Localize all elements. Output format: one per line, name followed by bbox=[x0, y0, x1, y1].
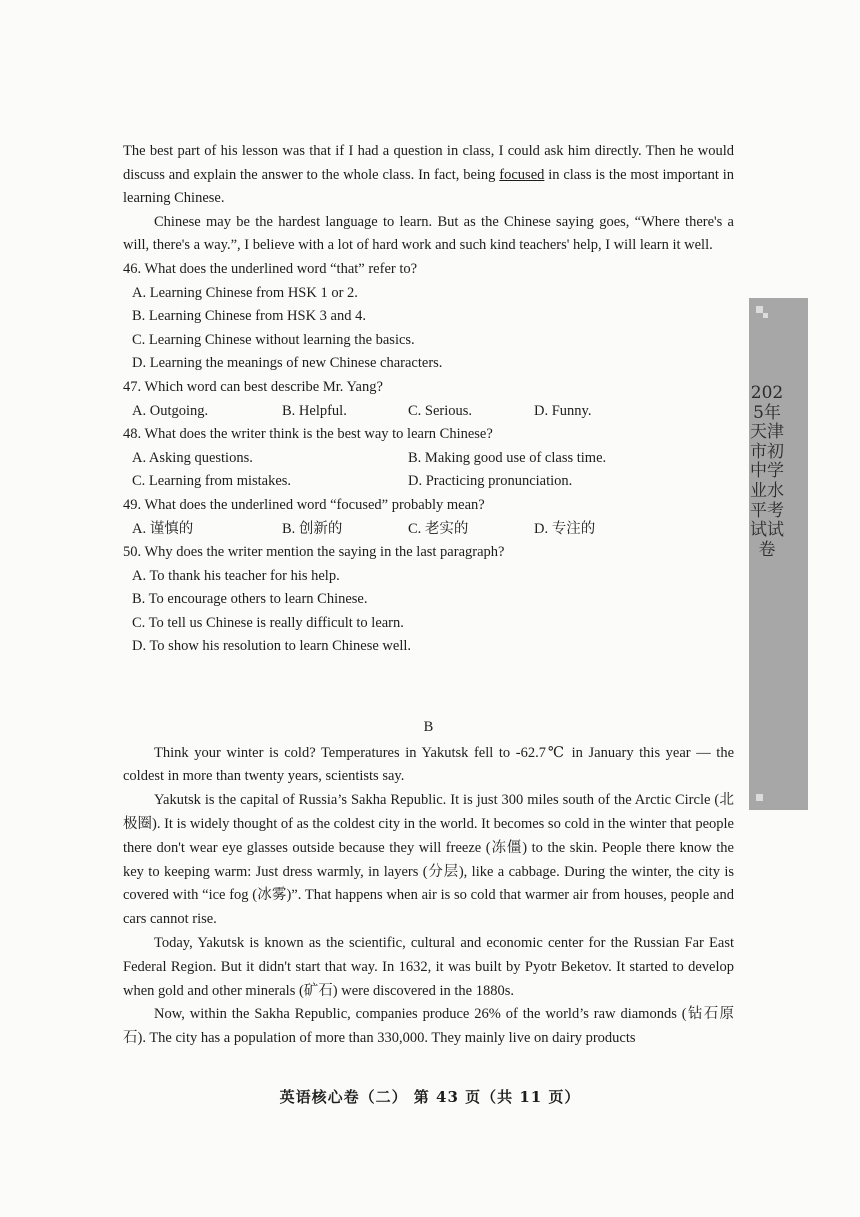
answer-option: D. Funny. bbox=[534, 402, 592, 419]
answer-option-row bbox=[123, 447, 734, 471]
answer-option: D. Practicing pronunciation. bbox=[408, 473, 573, 490]
answer-option: A. Outgoing. bbox=[132, 402, 209, 419]
passage-b-paragraph: Now, within the Sakha Republic, companies produce 26% of the world’s raw diamonds (钻石原石). The city has a population of more than 330,000. They mainly live on dairy products bbox=[123, 1006, 734, 1047]
answer-option-row bbox=[123, 400, 734, 424]
answer-option: A. Learning Chinese from HSK 1 or 2. bbox=[132, 284, 358, 301]
passage-b-paragraph: Think your winter is cold? Temperatures in Yakutsk fell to -62.7℃ in January this year — the coldest in more than twenty years, scientists say. bbox=[123, 744, 734, 785]
answer-option: C. Learning from mistakes. bbox=[132, 473, 292, 490]
answer-option: C. To tell us Chinese is really difficult to learn. bbox=[132, 614, 404, 631]
answer-option: A. 谨慎的 bbox=[132, 520, 194, 537]
passage-b bbox=[123, 706, 734, 1051]
question-stem: 50. Why does the writer mention the saying in the last paragraph? bbox=[123, 544, 505, 561]
passage-a-paragraph-1: The best part of his lesson was that if I had a question in class, I could ask him directly. Then he would discuss and explain the answer to the whole class. In fact, being focused in class is the most important in learning Chinese. bbox=[123, 143, 734, 207]
side-tab-corner-mark bbox=[756, 306, 763, 313]
question-stem: 46. What does the underlined word “that” refer to? bbox=[123, 260, 418, 277]
question-list bbox=[123, 258, 734, 659]
section-label: B bbox=[423, 719, 434, 735]
page-footer: 英语核心卷（二） 第 43 页（共 11 页） bbox=[279, 1088, 581, 1106]
question-stem: 48. What does the writer think is the best way to learn Chinese? bbox=[123, 426, 493, 443]
answer-option: D. To show his resolution to learn Chinese well. bbox=[132, 638, 412, 655]
answer-option: B. 创新的 bbox=[282, 520, 343, 537]
answer-option: C. Serious. bbox=[408, 402, 473, 419]
question-stem: 47. Which word can best describe Mr. Yang? bbox=[123, 378, 383, 395]
side-tab-title: 2025年天津市初中学业水平考试试卷 bbox=[750, 383, 784, 560]
answer-option: B. Helpful. bbox=[282, 402, 347, 419]
question-stem: 49. What does the underlined word “focused” probably mean? bbox=[123, 496, 485, 513]
answer-option: D. Learning the meanings of new Chinese characters. bbox=[132, 355, 443, 372]
side-tab-corner-mark bbox=[763, 313, 768, 318]
answer-option: C. Learning Chinese without learning the basics. bbox=[132, 331, 415, 348]
answer-option: A. To thank his teacher for his help. bbox=[132, 567, 340, 584]
answer-option: B. To encourage others to learn Chinese. bbox=[132, 591, 368, 608]
answer-option-row bbox=[123, 470, 734, 494]
underlined-word-focused: focused bbox=[499, 166, 545, 183]
passage-b-paragraphs bbox=[123, 742, 734, 1051]
passage-b-paragraph: Yakutsk is the capital of Russia’s Sakha Republic. It is just 300 miles south of the Arctic Circle (北极圈). It is widely thought of as the coldest city in the world. It becomes so cold in the winter that people there don't wear eye glasses outside because they will freeze (冻僵) to the skin. People there know the key to keeping warm: Just dress warmly, in layers (分层), like a cabbage. During the winter, the city is covered with “ice fog (冰雾)”. That happens when air is so cold that warmer air from houses, people and cars cannot rise. bbox=[123, 792, 734, 928]
answer-option-row bbox=[123, 518, 734, 542]
passage-a-paragraph-2: Chinese may be the hardest language to learn. But as the Chinese saying goes, “Where there's a will, there's a way.”, I believe with a lot of hard work and such kind teachers' help, I will learn it well. bbox=[123, 213, 734, 254]
answer-option: B. Making good use of class time. bbox=[408, 449, 607, 466]
answer-option: B. Learning Chinese from HSK 3 and 4. bbox=[132, 308, 366, 325]
answer-option: C. 老实的 bbox=[408, 520, 469, 537]
answer-option: A. Asking questions. bbox=[132, 449, 253, 466]
passage-b-paragraph: Today, Yakutsk is known as the scientific, cultural and economic center for the Russian Far East Federal Region. But it didn't start that way. In 1632, it was built by Pyotr Beketov. It started to develop when gold and other minerals (矿石) were discovered in the 1880s. bbox=[123, 934, 734, 999]
passage-a bbox=[123, 140, 734, 659]
answer-option: D. 专注的 bbox=[534, 520, 596, 537]
side-tab-corner-mark bbox=[756, 794, 763, 801]
